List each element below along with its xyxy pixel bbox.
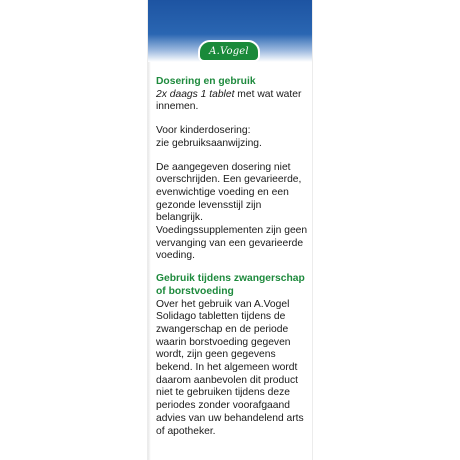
brand-logo-text: A.Vogel (209, 45, 249, 57)
brand-logo (198, 40, 260, 62)
children-dosage-line2: zie gebruiksaanwijzing. (156, 137, 262, 149)
children-dosage-line1: Voor kinderdosering: (156, 125, 251, 137)
panel-edge-shade (148, 0, 151, 460)
pregnancy-heading-line2: of borstvoeding (156, 285, 234, 297)
pregnancy-heading-line1: Gebruik tijdens zwangerschap (156, 273, 305, 285)
blue-header-band (148, 0, 312, 62)
dosage-instruction-rest: met wat water innemen. (156, 88, 302, 113)
label-content (156, 76, 308, 438)
product-label-panel (148, 0, 312, 460)
dosage-instruction (156, 89, 308, 114)
pregnancy-text: Over het gebruik van A.Vogel Solidago tabletten tijdens de zwangerschap en de periode waarin borstvoeding gegeven wordt, zijn geen gegevens bekend. In het algemeen wordt daarom aanbevolen dit product niet te gebruiken tijdens deze periodes zonder voorafgaand advies van uw behandelend arts of apotheker. (156, 298, 304, 437)
dosage-heading: Dosering en gebruik (156, 76, 256, 87)
dosage-warning: De aangegeven dosering niet overschrijden. Een gevarieerde, evenwichtige voeding en een gezonde levensstijl zijn belangrijk. Voedingssupplementen zijn geen vervanging van een gevarieerde voeding. (156, 161, 308, 262)
dosage-instruction-italic: 2x daags 1 tablet (156, 88, 235, 100)
